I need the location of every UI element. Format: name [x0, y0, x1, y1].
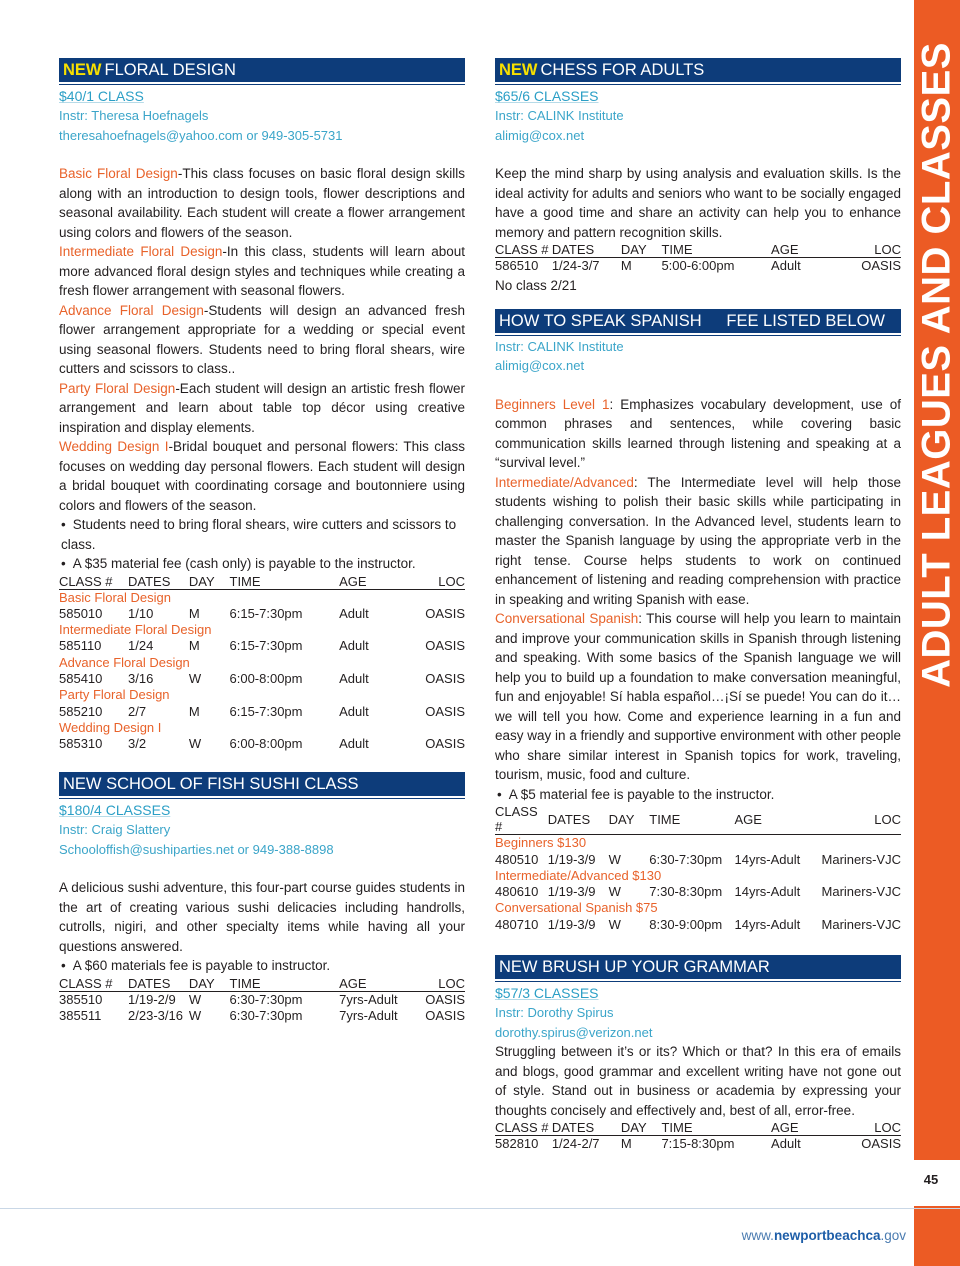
schedule-table: [495, 242, 901, 274]
column-header: TIME: [649, 804, 734, 835]
bullet-list: [59, 956, 465, 976]
table-cell: 6:15-7:30pm: [229, 605, 303, 621]
table-cell: OASIS: [861, 258, 901, 273]
course-name: Advance Floral Design: [59, 302, 204, 318]
table-cell: Adult: [339, 736, 369, 752]
table-cell: 585410: [59, 670, 103, 686]
header-rule: [495, 981, 901, 982]
group-caption-row: [59, 589, 465, 606]
table-cell: 6:15-7:30pm: [229, 703, 303, 719]
course-name: Party Floral Design: [59, 380, 176, 396]
table-cell: OASIS: [425, 1008, 465, 1024]
table-row: [495, 917, 901, 933]
table-cell: OASIS: [425, 991, 465, 1007]
section-header: [495, 58, 901, 82]
spanish-section: [495, 309, 901, 933]
bullet-list: [495, 785, 901, 805]
chess-section: [495, 58, 901, 296]
description: [495, 395, 901, 785]
section-header: [495, 309, 901, 333]
group-caption-row: [59, 687, 465, 703]
section-title: NEW BRUSH UP YOUR GRAMMAR: [499, 958, 770, 977]
table-cell: 3/16: [128, 670, 154, 686]
contact-link[interactable]: Schooloffish@sushiparties.net or 949-388-8898: [59, 841, 334, 857]
price: $57/3 CLASSES: [495, 985, 599, 1002]
table-row: [59, 736, 465, 752]
category-sidebar: [914, 0, 960, 1266]
paragraph: [59, 379, 465, 438]
column-header: DAY: [621, 242, 662, 258]
group-caption: Intermediate/Advanced $130: [495, 867, 662, 883]
schedule-table: [59, 976, 465, 1025]
table-cell: 480610: [495, 884, 539, 900]
table-cell: 585310: [59, 736, 103, 752]
table-cell: Adult: [339, 670, 369, 686]
table-cell: 1/24-3/7: [551, 258, 600, 273]
floral-design-section: [59, 58, 465, 752]
price: $40/1 CLASS: [59, 88, 144, 104]
column-header: CLASS #: [495, 804, 548, 835]
description: Struggling between it’s or its? Which or that? In this era of emails and blogs, good grammar and excellent writing have not gone out of style. Stand out in business or academia by expressing your thoughts concisely and effectively and, best of all, error-free.: [495, 1044, 901, 1118]
column-header: AGE: [339, 976, 424, 992]
table-cell: W: [608, 916, 621, 932]
table-cell: W: [608, 884, 621, 900]
column-header: DAY: [621, 1120, 662, 1136]
column-header: DATES: [128, 976, 189, 992]
course-description: : This course will help you learn to maintain and improve your communication skills in Spanish through listening and speaking. With some basics of the Spanish language we will help you to build up a foundation to make conversation meaningful, fun and enjoyable! Sí habla español…¡Sí se puede! You can do it…we will tell you how. Come and experience learning in a fun and easy way in a friendly and supportive environment with other people who share similar interest in Spanish topics for work, traveling, tourism, music, food and culture.: [495, 611, 901, 783]
footer-url[interactable]: [742, 1228, 906, 1243]
table-cell: 14yrs-Adult: [734, 884, 801, 900]
table-cell: Adult: [339, 638, 369, 654]
new-tag: NEW: [63, 61, 102, 79]
table-cell: 5:00-6:00pm: [661, 258, 735, 273]
column-header: DAY: [189, 574, 230, 590]
table-cell: 1/10: [128, 605, 154, 621]
paragraph: [59, 242, 465, 301]
instructor: Instr: CALINK Institute: [495, 338, 624, 354]
table-cell: OASIS: [861, 1136, 901, 1152]
course-description: -Each student will design an artistic fresh flower arrangement and learn about table top décor using creative inspiration and display elements.: [59, 380, 465, 435]
table-cell: 3/2: [128, 736, 147, 752]
table-cell: Adult: [771, 258, 801, 273]
table-cell: M: [188, 605, 200, 621]
header-rule: [59, 84, 465, 85]
table-cell: 7yrs-Adult: [339, 991, 398, 1007]
column-header: LOC: [424, 574, 465, 590]
course-name: Wedding Design I: [59, 439, 169, 454]
table-cell: M: [620, 258, 632, 273]
table-row: [495, 258, 901, 275]
group-caption: Party Floral Design: [59, 687, 170, 703]
bullet-icon: •: [61, 517, 66, 532]
table-cell: Mariners-VJC: [821, 884, 901, 900]
sushi-class-section: [59, 772, 465, 1024]
table-cell: 1/19-3/9: [547, 884, 596, 900]
column-header: DAY: [189, 976, 230, 992]
group-caption: Intermediate Floral Design: [59, 622, 212, 638]
column-header: DATES: [128, 574, 189, 590]
bullet-text: A $35 material fee (cash only) is payable to the instructor.: [72, 556, 416, 571]
bullet-item: [59, 554, 465, 574]
instructor: Instr: Craig Slattery: [59, 822, 171, 838]
fee-label: FEE LISTED BELOW: [726, 311, 885, 330]
header-rule: [495, 84, 901, 85]
table-cell: 6:00-8:00pm: [229, 736, 303, 752]
column-header: CLASS #: [495, 242, 552, 258]
table-cell: OASIS: [425, 605, 465, 621]
page-number: 45: [923, 1172, 939, 1187]
group-caption: Beginners $130: [495, 835, 587, 851]
table-cell: 2/7: [128, 703, 147, 719]
course-name: Beginners Level 1: [495, 396, 610, 412]
course-description: : The Intermediate level will help those students wishing to polish their basic skills while participating in challenging conversation. In the Advanced level, students learn to master the Spanish language by using the appropriate verb in the right tense. Course helps students to work on continued enhancement of listening and reading comprehension with practice in speaking and writing Spanish with ease.: [495, 474, 901, 607]
table-cell: 585110: [59, 638, 102, 654]
group-caption-row: [495, 835, 901, 852]
column-header: DATES: [552, 1120, 621, 1136]
price: $180/4 CLASSES: [59, 802, 171, 819]
table-cell: 1/19-3/9: [547, 916, 596, 932]
table-cell: M: [188, 703, 200, 719]
schedule-table: [495, 1120, 901, 1152]
table-cell: OASIS: [425, 670, 465, 686]
bullet-list: [59, 515, 465, 574]
table-cell: W: [188, 1008, 202, 1024]
group-caption: Advance Floral Design: [59, 654, 190, 670]
table-cell: 1/19-2/9: [128, 991, 176, 1007]
bullet-text: A $60 materials fee is payable to instructor.: [72, 958, 331, 974]
course-description: -Students will design an advanced fresh flower arrangement appropriate for a wedding or special event using seasonal flowers. Students need to bring floral shears, wire cutters and scissors to class..: [59, 302, 465, 376]
paragraph: [495, 609, 901, 785]
table-cell: 480710: [495, 916, 539, 932]
table-cell: 1/19-3/9: [547, 851, 596, 867]
paragraph: [495, 473, 901, 610]
group-caption: Conversational Spanish $75: [495, 900, 658, 916]
column-header: LOC: [856, 1120, 901, 1136]
column-header: AGE: [771, 242, 856, 258]
table-cell: Adult: [339, 703, 369, 719]
contact-link[interactable]: alimig@cox.net: [495, 127, 585, 143]
table-cell: 6:00-8:00pm: [229, 670, 303, 686]
table-cell: 582810: [495, 1136, 539, 1152]
table-cell: 480510: [495, 851, 539, 867]
paragraph: [495, 395, 901, 473]
table-row: [495, 852, 901, 868]
price: $65/6 CLASSES: [495, 88, 599, 104]
table-cell: Mariners-VJC: [821, 916, 901, 932]
course-name: Intermediate/Advanced: [495, 474, 634, 490]
header-rule: [59, 798, 465, 799]
paragraph: [59, 301, 465, 379]
right-column: [495, 58, 901, 1152]
course-description: -In this class, students will learn about more advanced floral design styles and techniques while creating a fresh flower arrangement with seasonal flowers.: [59, 244, 465, 298]
schedule-table: [59, 574, 465, 753]
column-header: TIME: [230, 976, 340, 992]
table-cell: 7:15-8:30pm: [661, 1136, 735, 1152]
column-header: CLASS #: [59, 976, 128, 992]
table-row: [59, 991, 465, 1008]
table-cell: W: [188, 736, 202, 752]
table-cell: M: [188, 638, 200, 654]
table-cell: 2/23-3/16: [128, 1008, 183, 1024]
bullet-icon: •: [497, 786, 502, 802]
table-row: [59, 704, 465, 720]
table-cell: OASIS: [425, 736, 465, 752]
course-name: Basic Floral Design: [59, 166, 178, 181]
column-header: CLASS #: [495, 1120, 552, 1136]
bullet-text: A $5 material fee is payable to the instructor.: [508, 786, 775, 802]
column-header: TIME: [230, 574, 340, 590]
table-cell: OASIS: [425, 703, 465, 719]
column-header: AGE: [771, 1120, 856, 1136]
description: Keep the mind sharp by using analysis and evaluation skills. Is the ideal activity for adults and seniors who want to be socially engaged have a good time and share an activity can help you to enhance memory and pattern recognition skills.: [495, 166, 901, 240]
table-cell: 1/24-2/7: [551, 1136, 600, 1152]
table-cell: 7:30-8:30pm: [649, 884, 723, 900]
section-title: NEW SCHOOL OF FISH SUSHI CLASS: [63, 775, 359, 794]
table-cell: 385510: [59, 991, 103, 1007]
course-name: Intermediate Floral Design: [59, 244, 223, 259]
table-row: [495, 1136, 901, 1153]
table-cell: Adult: [339, 605, 369, 621]
new-tag: NEW: [499, 61, 538, 79]
table-cell: 1/24: [128, 638, 154, 654]
schedule-table: [495, 804, 901, 933]
table-cell: Mariners-VJC: [821, 851, 901, 867]
contact-link[interactable]: dorothy.spirus@verizon.net: [495, 1024, 653, 1040]
table-cell: W: [188, 670, 202, 686]
table-cell: 6:30-7:30pm: [229, 991, 303, 1007]
column-header: LOC: [424, 976, 465, 992]
table-cell: 385511: [59, 1008, 102, 1024]
group-caption-row: [495, 868, 901, 884]
instructor: Instr: CALINK Institute: [495, 108, 624, 123]
paragraph: [59, 164, 465, 242]
bullet-item: [59, 515, 465, 554]
group-caption-row: [495, 900, 901, 916]
column-header: DATES: [552, 242, 621, 258]
section-title: HOW TO SPEAK SPANISH: [499, 311, 702, 330]
course-description: -This class focuses on basic floral design skills along with an introduction to design tools, flower descriptions and seasonal availability. Each student will create a flower arrangement using colors and flowers of the season.: [59, 166, 466, 240]
table-cell: M: [620, 1136, 632, 1152]
grammar-section: [495, 955, 901, 1152]
section-header: [59, 772, 465, 796]
table-row: [59, 671, 465, 687]
contact-link[interactable]: theresahoefnagels@yahoo.com or 949-305-5731: [59, 127, 343, 143]
table-cell: 585210: [59, 703, 103, 719]
column-header: AGE: [339, 574, 424, 590]
footer-prefix: www.: [741, 1228, 774, 1243]
table-cell: 585010: [59, 605, 103, 621]
table-cell: 6:30-7:30pm: [229, 1008, 303, 1024]
footer-domain: newportbeachca: [773, 1228, 881, 1243]
group-caption-row: [59, 655, 465, 671]
table-cell: 14yrs-Adult: [734, 916, 801, 932]
section-header: [59, 58, 465, 82]
course-description: -Bridal bouquet and personal flowers: This class focuses on wedding day personal flowers. Each student will design a bridal bouquet with coordinating corsage and boutonniere using colors and flowers of the season.: [59, 439, 466, 513]
column-header: LOC: [856, 242, 901, 258]
section-title: FLORAL DESIGN: [104, 61, 236, 79]
bullet-item: [495, 785, 901, 805]
column-header: TIME: [661, 1120, 771, 1136]
course-name: Conversational Spanish: [495, 611, 639, 627]
table-cell: 6:30-7:30pm: [649, 851, 723, 867]
description: [59, 164, 465, 515]
bullet-icon: •: [61, 556, 66, 571]
table-cell: 6:15-7:30pm: [229, 638, 303, 654]
table-cell: 586510: [495, 258, 539, 273]
table-row: [59, 638, 465, 654]
column-header: LOC: [816, 804, 901, 835]
description: A delicious sushi adventure, this four-part course guides students in the art of creating various sushi delicacies including handrolls, cutrolls, nigiri, and other specialty items while having all your questions answered.: [59, 880, 465, 954]
group-caption: Basic Floral Design: [59, 589, 171, 605]
table-cell: 14yrs-Adult: [734, 851, 801, 867]
bullet-text: Students need to bring floral shears, wire cutters and scissors to class.: [61, 517, 457, 552]
section-title: CHESS FOR ADULTS: [540, 61, 705, 79]
group-caption-row: [59, 720, 465, 736]
table-row: [59, 1008, 465, 1024]
course-description: : Emphasizes vocabulary development, use of common phrases and sentences, while covering basic communication skills learned through listening and speaking at a “survival level.”: [495, 396, 901, 471]
column-header: CLASS #: [59, 574, 128, 590]
left-column: [59, 58, 465, 1025]
paragraph: [59, 437, 465, 515]
section-header: [495, 955, 901, 979]
header-rule: [495, 335, 901, 336]
instructor: Instr: Dorothy Spirus: [495, 1005, 614, 1021]
table-cell: OASIS: [425, 638, 465, 654]
column-header: DAY: [609, 804, 650, 835]
table-cell: W: [188, 991, 202, 1007]
sidebar-title: ADULT LEAGUES AND CLASSES: [914, 42, 959, 688]
footer-suffix: .gov: [880, 1228, 906, 1243]
table-cell: W: [608, 851, 621, 867]
group-caption: Wedding Design I: [59, 719, 162, 735]
contact-link[interactable]: alimig@cox.net: [495, 358, 585, 374]
bullet-icon: •: [61, 958, 66, 974]
table-row: [59, 606, 465, 622]
column-header: TIME: [661, 242, 771, 258]
group-caption-row: [59, 622, 465, 638]
instructor: Instr: Theresa Hoefnagels: [59, 108, 209, 123]
note: No class 2/21: [495, 278, 577, 294]
table-row: [495, 884, 901, 900]
footer-rule: [0, 1208, 960, 1209]
column-header: DATES: [548, 804, 609, 835]
table-cell: 7yrs-Adult: [339, 1008, 398, 1024]
table-cell: 8:30-9:00pm: [649, 916, 723, 932]
table-cell: Adult: [771, 1136, 801, 1152]
bullet-item: [59, 956, 465, 976]
column-header: AGE: [735, 804, 816, 835]
